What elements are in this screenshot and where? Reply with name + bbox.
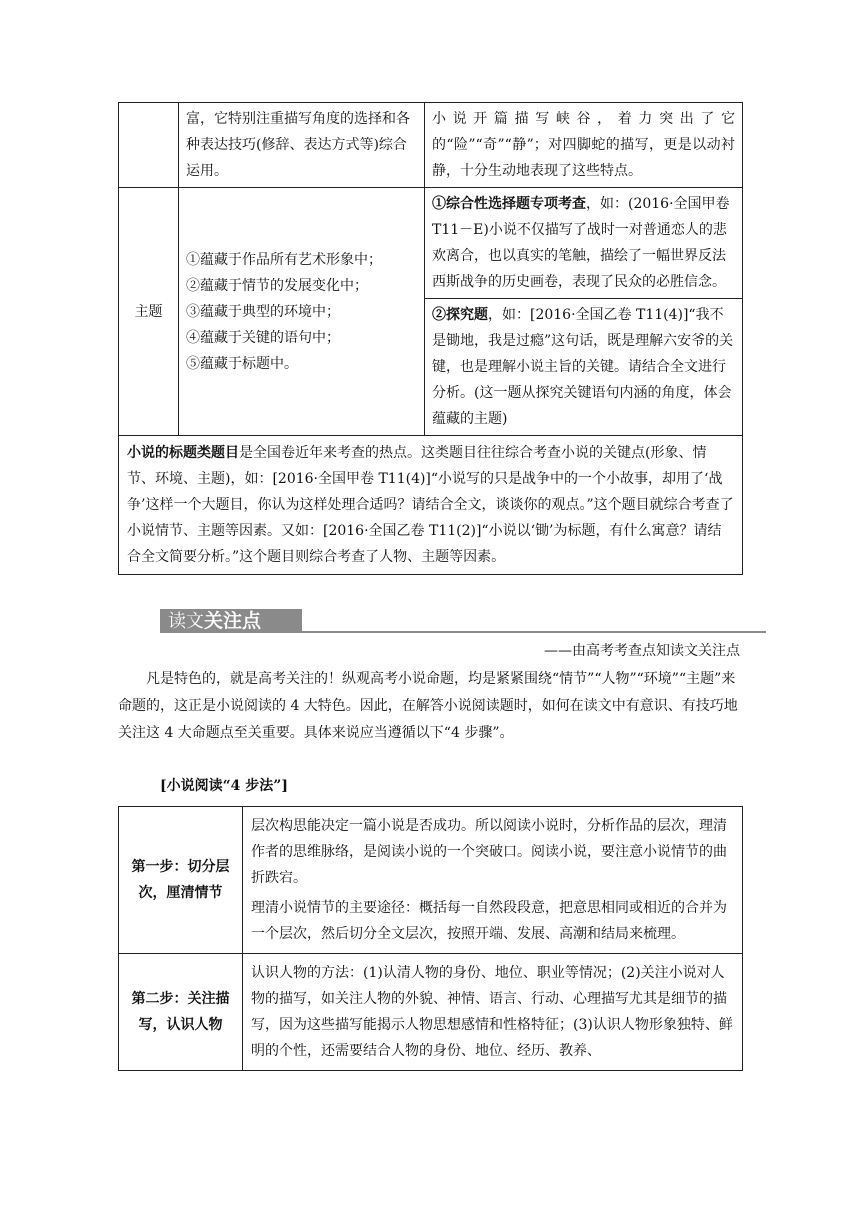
theme-example-1 [425, 188, 743, 299]
example-text: ，如：(2016·全国甲卷 T11－E)小说不仅描写了战时一对普通恋人的悲欢离合，也以真实的笔触，描绘了一幅世界反法西斯战争的历史画卷，表现了民众的必胜信念。 [432, 196, 730, 290]
empty-label-cell [119, 103, 179, 188]
table-row [119, 436, 743, 575]
steps-table [118, 806, 743, 1071]
step-paragraph: 认识人物的方法：(1)认清人物的身份、地位、职业等情况；(2)关注小说对人物的描写，如关注人物的外貌、神情、语言、行动、心理描写尤其是细节的描写，因为这些描写能揭示人物思想感情和性格特征；(3)认识人物形象独特、鲜明的个性，还需要结合人物的身份、地位、经历、教养、 [251, 965, 733, 1059]
example-text: ，如：[2016·全国乙卷 T11(4)]“我不是锄地，我是过瘾”这句话，既是理解六安爷的关键，也是理解小说主旨的关键。请结合全文进行分析。(这一题从探究关键语句内涵的角度，体会蕴藏的主题) [432, 307, 734, 427]
theme-points-cell [179, 188, 425, 436]
section-subtitle: ——由高考考查点知读文关注点 [544, 643, 740, 659]
section-tag [160, 609, 302, 633]
list-item: ⑤蕴藏于标题中。 [186, 355, 298, 372]
step-label: 第一步：切分层次，厘清情节 [119, 807, 243, 954]
title-questions-cell [119, 436, 743, 575]
example-cell: 小说开篇描写峡谷，着力突出了它的“险”“奇”“静”；对四脚蛇的描写，更是以动衬静，十分生动地表现了这些特点。 [425, 103, 743, 188]
title-questions-text: 是全国卷近年来考查的热点。这类题目往往综合考查小说的关键点(形象、情节、环境、主题)，如：[2016·全国甲卷 T11(4)]“小说写的只是战争中的一个小故事，却用了‘战争’这样一个大题目，你认为这样处理合适吗？请结合全文，谈谈你的观点。”这个题目就综合考查了小说情节、主题等因素。又如：[2016·全国乙卷 T11(2)]“小说以‘锄’为标题，有什么寓意？请结合全文简要分析。”这个题目则综合考查了人物、主题等因素。 [127, 445, 734, 565]
step-content [243, 954, 743, 1071]
example-lead: ①综合性选择题专项考查 [432, 196, 586, 212]
elements-table [118, 102, 743, 575]
title-questions-lead: 小说的标题类题目 [127, 445, 239, 461]
step-paragraph: 层次构思能决定一篇小说是否成功。所以阅读小说时，分析作品的层次，理清作者的思维脉络，是阅读小说的一个突破口。阅读小说，要注意小说情节的曲折跌宕。 [251, 818, 727, 886]
table-row [119, 807, 743, 954]
list-item: ③蕴藏于典型的环境中； [186, 303, 340, 320]
section-tag-light: 读文 [168, 611, 204, 632]
top-table-wrapper [118, 102, 742, 575]
table-row [119, 188, 743, 299]
table-row [119, 954, 743, 1071]
example-lead: ②探究题 [432, 307, 488, 323]
step-label: 第二步：关注描写，认识人物 [119, 954, 243, 1071]
intro-paragraph: 凡是特色的，就是高考关注的！纵观高考小说命题，均是紧紧围绕“情节”“人物”“环境”“主题”来命题的，这正是小说阅读的 4 大特色。因此，在解答小说阅读题时，如何在读文中有意识、有技巧地关注这 4 大命题点至关重要。具体来说应当遵循以下“4 步骤”。 [118, 671, 738, 741]
list-item: ④蕴藏于关键的语句中； [186, 329, 340, 346]
description-cell: 富，它特别注重描写角度的选择和各种表达技巧(修辞、表达方式等)综合运用。 [179, 103, 425, 188]
section-tag-bold: 关注点 [204, 610, 262, 632]
table-row [119, 103, 743, 188]
section-header [160, 609, 766, 635]
section-rule [294, 631, 766, 633]
theme-label: 主题 [119, 188, 179, 436]
theme-example-2 [425, 299, 743, 436]
step-paragraph: 理清小说情节的主要途径：概括每一自然段段意，把意思相同或相近的合并为一个层次，然后切分全文层次，按照开端、发展、高潮和结局来梳理。 [251, 900, 727, 942]
steps-title: [小说阅读“4 步法”] [160, 778, 288, 794]
step-content [243, 807, 743, 954]
list-item: ②蕴藏于情节的发展变化中； [186, 277, 368, 294]
steps-table-wrapper [118, 806, 742, 1071]
list-item: ①蕴藏于作品所有艺术形象中； [186, 251, 382, 268]
